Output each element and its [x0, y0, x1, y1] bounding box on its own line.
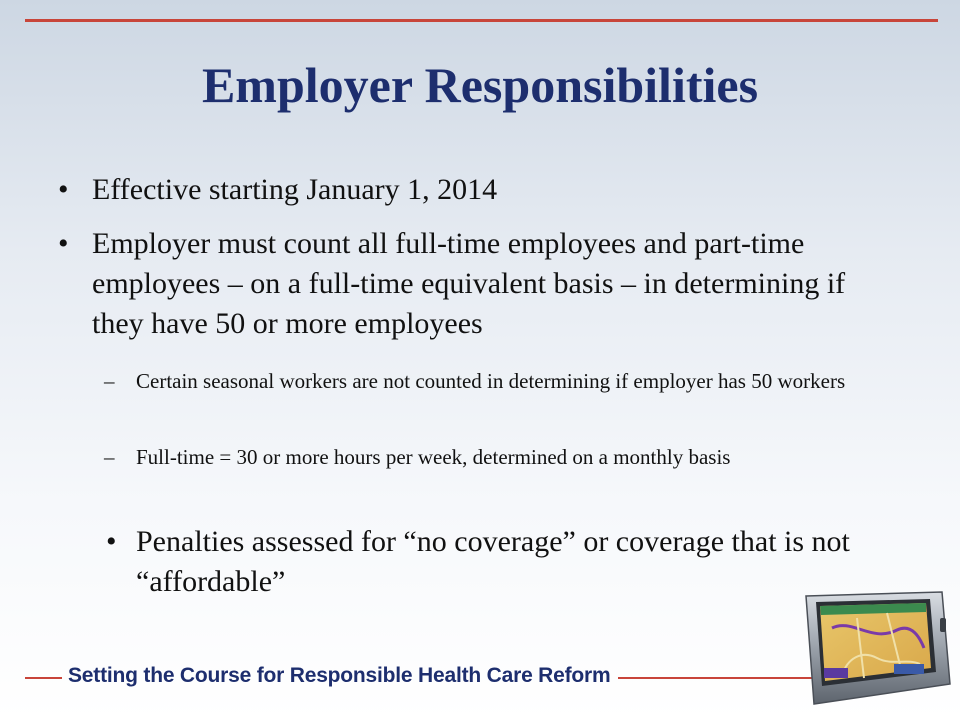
slide-title: Employer Responsibilities: [201, 57, 759, 113]
footer-tagline: Setting the Course for Responsible Health Care Reform: [68, 664, 611, 687]
bullet-marker: •: [58, 227, 69, 260]
bullet-text: Penalties assessed for “no coverage” or coverage that is not “affordable”: [136, 525, 850, 598]
sub-bullet-text: Certain seasonal workers are not counted in determining if employer has 50 workers: [136, 369, 846, 393]
bullet-text: Effective starting January 1, 2014: [92, 173, 498, 206]
sub-bullet-item: [104, 443, 906, 472]
bullet-item: [106, 522, 876, 602]
footer-line-right: [618, 677, 828, 679]
bullet-item: [58, 224, 892, 344]
bullet-item: [58, 170, 912, 210]
footer-line-left: [25, 677, 62, 679]
dash-marker: –: [104, 369, 115, 393]
bullet-marker: •: [106, 525, 117, 558]
bullet-marker: •: [58, 173, 69, 206]
sub-bullet-text: Full-time = 30 or more hours per week, determined on a monthly basis: [136, 445, 731, 469]
gps-navigation-device-icon: [802, 588, 952, 708]
bullet-text: Employer must count all full-time employees and part-time employees – on a full-time equivalent basis – in determining if they have 50 or more employees: [92, 227, 846, 340]
dash-marker: –: [104, 445, 115, 469]
sub-bullet-item: [104, 367, 856, 396]
